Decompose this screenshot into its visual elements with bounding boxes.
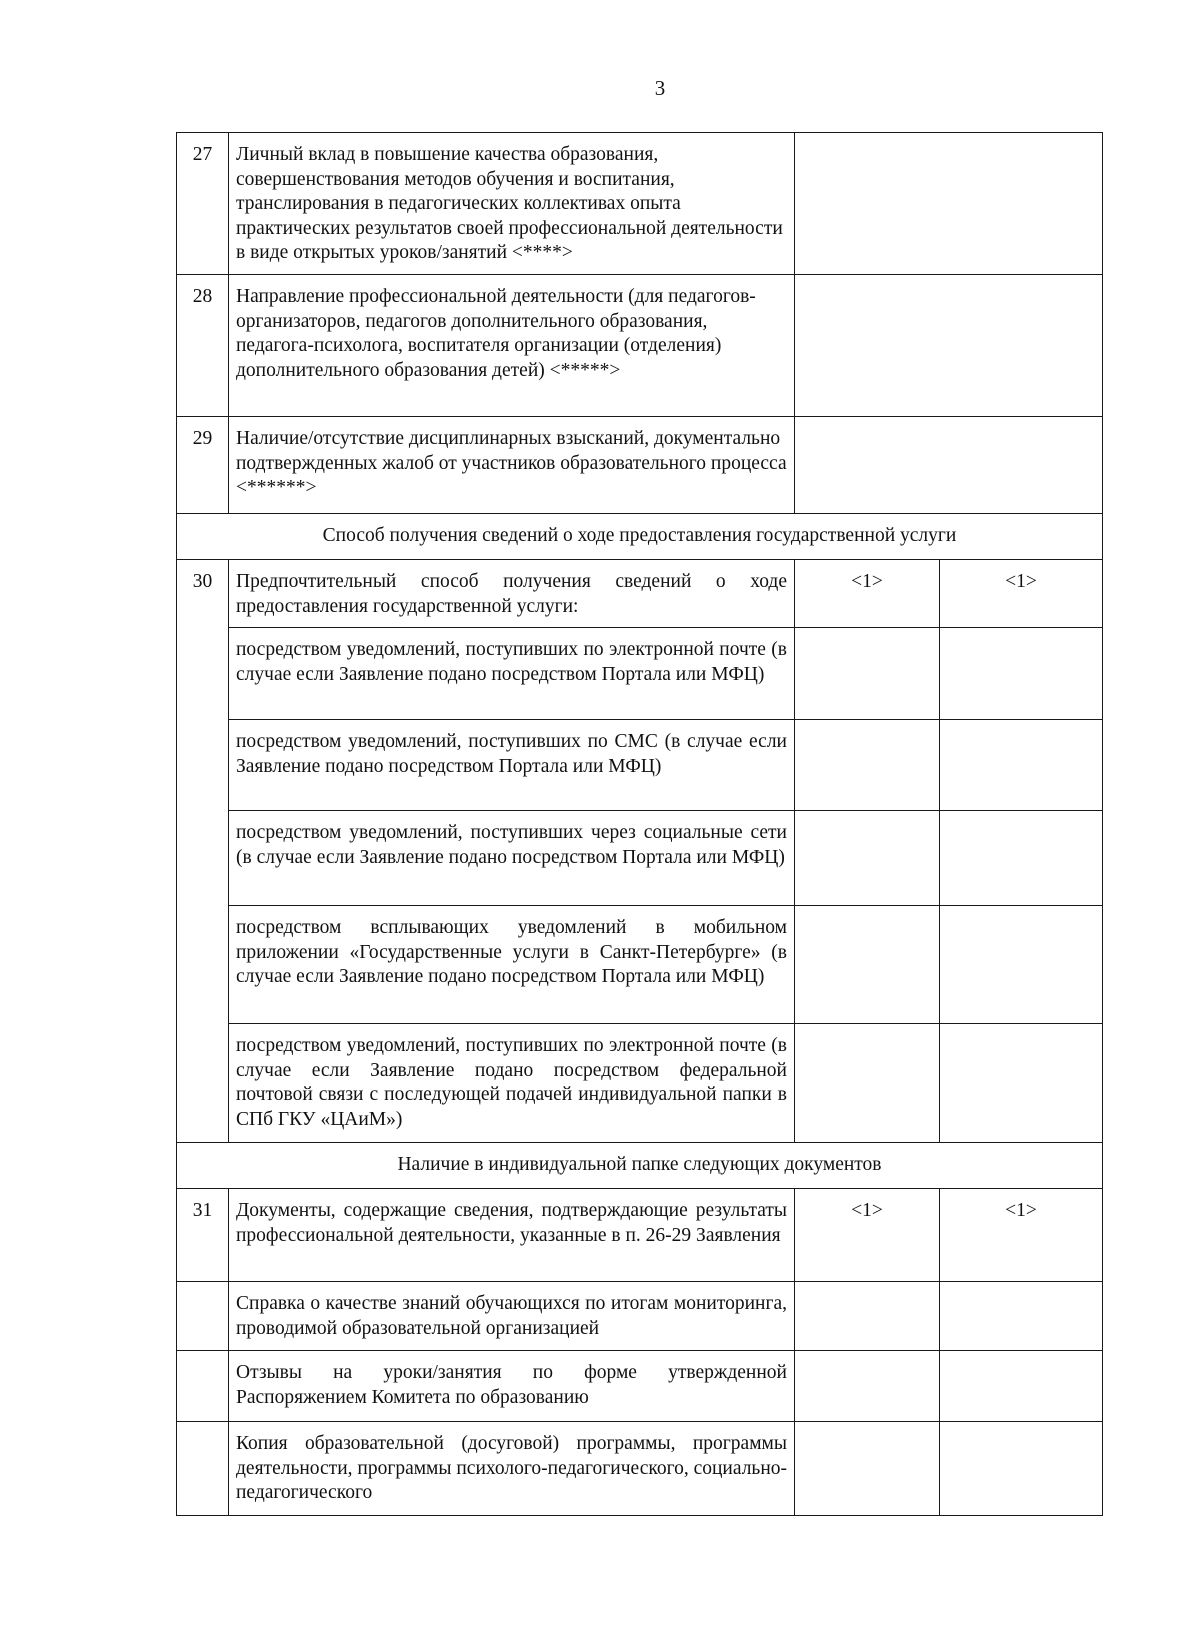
- option-cell-2[interactable]: [940, 906, 1103, 1024]
- document-cell-2[interactable]: [940, 1351, 1103, 1422]
- section-header-documents: Наличие в индивидуальной папке следующих документов: [177, 1143, 1103, 1189]
- option-row: [177, 628, 1103, 720]
- option-cell-1[interactable]: [795, 1024, 940, 1143]
- table-row-27: [177, 133, 1103, 275]
- document-cell-2[interactable]: [940, 1282, 1103, 1351]
- document-cell-2[interactable]: [940, 1422, 1103, 1516]
- row-number: 30: [177, 560, 229, 1143]
- document-row: [177, 1282, 1103, 1351]
- row-description: Направление профессиональной деятельности (для педагогов-организаторов, педагогов дополнительного образования, педагога-психолога, воспитателя организации (отделения) дополнительного образования детей) <*****>: [229, 275, 795, 417]
- row-description: Предпочтительный способ получения сведений о ходе предоставления государственной услуги:: [229, 560, 795, 628]
- document-cell-1[interactable]: [795, 1282, 940, 1351]
- section-header-notification-method: Способ получения сведений о ходе предоставления государственной услуги: [177, 514, 1103, 560]
- document-program-copy: Копия образовательной (досуговой) программы, программы деятельности, программы психолого-педагогического, социально-педагогического: [229, 1422, 795, 1516]
- option-row: [177, 1024, 1103, 1143]
- answer-cell[interactable]: [795, 133, 1103, 275]
- row-number: [177, 1351, 229, 1422]
- option-cell-1[interactable]: [795, 720, 940, 811]
- option-social-networks: посредством уведомлений, поступивших через социальные сети (в случае если Заявление подано посредством Портала или МФЦ): [229, 811, 795, 906]
- row-number: 28: [177, 275, 229, 417]
- option-cell-2[interactable]: [940, 1024, 1103, 1143]
- option-cell-1[interactable]: [795, 628, 940, 720]
- table-row-29: [177, 417, 1103, 514]
- table-row-31: [177, 1189, 1103, 1282]
- option-postal-email: посредством уведомлений, поступивших по электронной почте (в случае если Заявление подано посредством федеральной почтовой связи с последующей подачей индивидуальной папки в СПб ГКУ «ЦАиМ»): [229, 1024, 795, 1143]
- option-cell-1[interactable]: [795, 906, 940, 1024]
- table-row-30: [177, 560, 1103, 628]
- option-row: [177, 906, 1103, 1024]
- option-row: [177, 720, 1103, 811]
- document-cell-1[interactable]: [795, 1351, 940, 1422]
- option-row: [177, 811, 1103, 906]
- row-number: [177, 1422, 229, 1516]
- column-2-note: <1>: [940, 1189, 1103, 1282]
- row-number: 27: [177, 133, 229, 275]
- application-form-table: [176, 132, 1103, 1516]
- document-lesson-reviews: Отзывы на уроки/занятия по форме утвержденной Распоряжением Комитета по образованию: [229, 1351, 795, 1422]
- row-description: Документы, содержащие сведения, подтверждающие результаты профессиональной деятельности, указанные в п. 26-29 Заявления: [229, 1189, 795, 1282]
- option-cell-1[interactable]: [795, 811, 940, 906]
- row-number: 31: [177, 1189, 229, 1282]
- option-sms: посредством уведомлений, поступивших по СМС (в случае если Заявление подано посредством Портала или МФЦ): [229, 720, 795, 811]
- document-cell-1[interactable]: [795, 1422, 940, 1516]
- answer-cell[interactable]: [795, 417, 1103, 514]
- row-number: [177, 1282, 229, 1351]
- page-number: 3: [654, 76, 666, 100]
- option-email: посредством уведомлений, поступивших по электронной почте (в случае если Заявление подано посредством Портала или МФЦ): [229, 628, 795, 720]
- column-1-note: <1>: [795, 560, 940, 628]
- column-1-note: <1>: [795, 1189, 940, 1282]
- document-knowledge-quality-certificate: Справка о качестве знаний обучающихся по итогам мониторинга, проводимой образовательной организацией: [229, 1282, 795, 1351]
- option-cell-2[interactable]: [940, 720, 1103, 811]
- section-header-row: [177, 1143, 1103, 1189]
- row-description: Наличие/отсутствие дисциплинарных взысканий, документально подтвержденных жалоб от участников образовательного процесса <******>: [229, 417, 795, 514]
- answer-cell[interactable]: [795, 275, 1103, 417]
- option-mobile-app: посредством всплывающих уведомлений в мобильном приложении «Государственные услуги в Санкт-Петербурге» (в случае если Заявление подано посредством Портала или МФЦ): [229, 906, 795, 1024]
- row-description: Личный вклад в повышение качества образования, совершенствования методов обучения и воспитания, транслирования в педагогических коллективах опыта практических результатов своей профессиональной деятельности в виде открытых уроков/занятий <****>: [229, 133, 795, 275]
- document-row: [177, 1351, 1103, 1422]
- column-2-note: <1>: [940, 560, 1103, 628]
- row-number: 29: [177, 417, 229, 514]
- option-cell-2[interactable]: [940, 811, 1103, 906]
- section-header-row: [177, 514, 1103, 560]
- document-row: [177, 1422, 1103, 1516]
- table-row-28: [177, 275, 1103, 417]
- option-cell-2[interactable]: [940, 628, 1103, 720]
